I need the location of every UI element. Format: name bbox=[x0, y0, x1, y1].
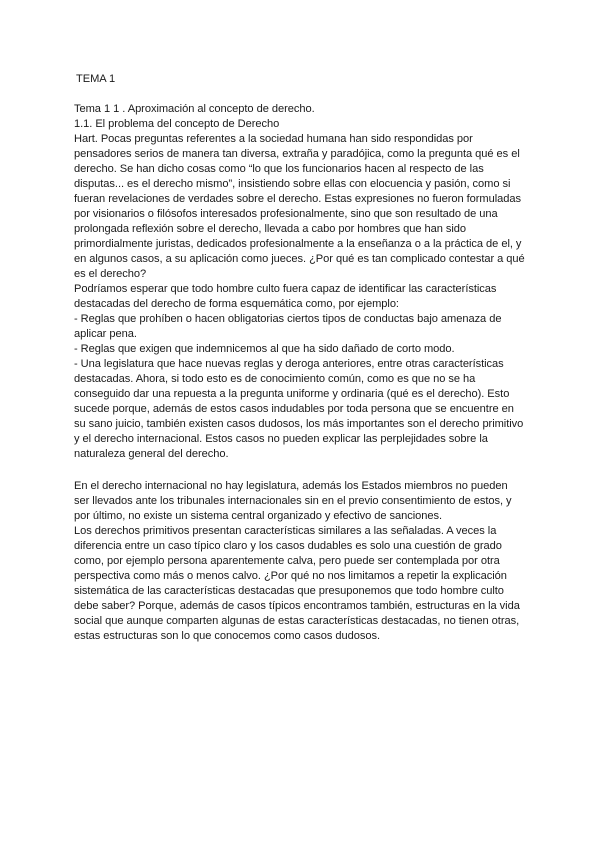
text-line: destacadas del derecho de forma esquemática como, por ejemplo: bbox=[74, 298, 399, 310]
text-line: fueran revelaciones de verdades sobre el derecho. Estas expresiones no fueron formuladas bbox=[74, 193, 522, 205]
text-line: Los derechos primitivos presentan características similares a las señaladas. A veces la bbox=[74, 525, 497, 537]
text-line: por visionarios o filósofos interesados profesionalmente, sino que son resultado de una bbox=[74, 208, 498, 220]
text-line: es el derecho? bbox=[74, 268, 147, 280]
text-line: social que aunque comparten algunas de estas características destacadas, no tienen otras, bbox=[74, 615, 520, 627]
text-line: primordialmente juristas, dedicados profesionalmente a la enseñanza o a la práctica de el, y bbox=[74, 238, 522, 250]
text-line: Hart. Pocas preguntas referentes a la sociedad humana han sido respondidas por bbox=[74, 133, 473, 145]
text-line: por último, no existe un sistema central organizado y efectivo de sanciones. bbox=[74, 510, 443, 522]
document-title: TEMA 1 bbox=[76, 73, 116, 85]
text-line: derecho. Se han dicho cosas como “lo que los funcionarios hacen al respecto de las bbox=[74, 163, 484, 175]
text-line: En el derecho internacional no hay legislatura, además los Estados miembros no pueden bbox=[74, 480, 508, 492]
text-line: debe saber? Porque, además de casos típicos encontramos también, estructuras en la vida bbox=[74, 600, 520, 612]
text-line: - Una legislatura que hace nuevas reglas y deroga anteriores, entre otras características bbox=[74, 358, 504, 370]
text-line: Tema 1 1 . Aproximación al concepto de derecho. bbox=[74, 103, 315, 115]
text-line: naturaleza general del derecho. bbox=[74, 448, 229, 460]
text-line: estas estructuras son lo que conocemos como casos dudosos. bbox=[74, 630, 381, 642]
text-line: conseguido dar una repuesta a la pregunta uniforme y ordinaria (qué es el derecho). Esto bbox=[74, 388, 510, 400]
text-line: y el derecho internacional. Estos casos no pueden explicar las perplejidades sobre la bbox=[74, 433, 488, 445]
text-line: pensadores serios de manera tan diversa, extraña y paradójica, como la pregunta qué es el bbox=[74, 148, 520, 160]
text-line: Podríamos esperar que todo hombre culto fuera capaz de identificar las características bbox=[74, 283, 497, 295]
text-line: ser llevados ante los tribunales internacionales sin en el previo consentimiento de estos, y bbox=[74, 495, 512, 507]
text-line: su sano juicio, también existen casos dudosos, los más importantes son el derecho primitivo bbox=[74, 418, 524, 430]
text-line: - Reglas que exigen que indemnicemos al que ha sido dañado de corto modo. bbox=[74, 343, 455, 355]
text-line: - Reglas que prohíben o hacen obligatorias ciertos tipos de conductas bajo amenaza de bbox=[74, 313, 502, 325]
text-line: aplicar pena. bbox=[74, 328, 137, 340]
text-line: en algunos casos, a su aplicación como jueces. ¿Por qué es tan complicado contestar a qué bbox=[74, 253, 525, 265]
text-line: perspectiva como más o menos calvo. ¿Por qué no nos limitamos a repetir la explicación bbox=[74, 570, 507, 582]
text-line: destacadas. Ahora, si todo esto es de conocimiento común, como es que no se ha bbox=[74, 373, 476, 385]
text-line: prolongada reflexión sobre el derecho, llevada a cabo por hombres que han sido bbox=[74, 223, 467, 235]
text-line: diferencia entre un caso típico claro y los casos dudables es solo una cuestión de grado bbox=[74, 540, 502, 552]
text-line: como, por ejemplo persona aparentemente calva, pero puede ser contemplada por otra bbox=[74, 555, 500, 567]
text-line: disputas... es el derecho mismo”, insistiendo sobre ellas con elocuencia y pasión, como si bbox=[74, 178, 511, 190]
text-line: sucede porque, además de estos casos indudables por toda persona que se encuentre en bbox=[74, 403, 514, 415]
text-line: sistemática de las características destacadas que presuponemos que todo hombre culto bbox=[74, 585, 504, 597]
text-line: 1.1. El problema del concepto de Derecho bbox=[74, 118, 280, 130]
